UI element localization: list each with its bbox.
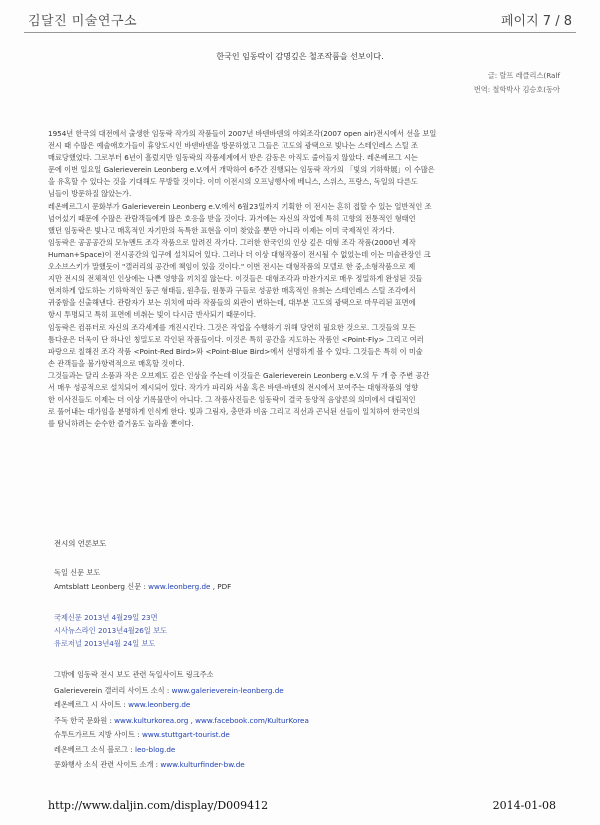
body-line: 넘어섰기 때문에 수많은 관람객들에게 많은 호응을 받을 것이다. 과거에는 자신의 작업에 특히 고향의 전통적인 형태언	[48, 213, 416, 223]
body-line: 레온베르그시 문화부가 Galerieverein Leonberg e.V.에서 6월23일까지 기획한 이 전시는 흔히 접할 수 있는 일반적인 조	[48, 201, 432, 211]
body-line: 손 관객들을 불가항력적으로 매혹할 것이다.	[48, 358, 185, 368]
body-line: 임동락은 컴퓨터로 자신의 조각세계를 개진시킨다. 그것은 작업을 수행하기 위해 당연히 필요한 것으로. 그것들의 모든	[48, 322, 416, 332]
site-name: 김달진 미술연구소	[28, 14, 138, 29]
body-line: 파랑으로 칠해진 조각 작품 <Point-Red Bird>와 <Point-Blue Bird>에서 선명하게 볼 수 있다. 그것들은 특히 이 미술	[48, 346, 423, 356]
amtsblatt-line	[54, 582, 231, 592]
body-line: 전시 때 수많은 예술애호가들이 휴양도시인 바덴바덴을 방문하였고 그들은 고도의 광택으로 빛나는 스테인레스 스틸 조	[48, 141, 418, 151]
body-line: 오소브스키가 말했듯이 "갤러리의 공간에 책임이 있을 것이다." 이번 전시는 대형작품의 모델로 한 중,소형작품으로 제	[48, 262, 416, 272]
link-row	[54, 760, 245, 770]
link-row	[54, 686, 284, 696]
site-link-secondary[interactable]: , www.facebook.com/KulturKorea	[188, 716, 309, 725]
link-row	[54, 745, 175, 755]
link-label: 문화행사 소식 관련 사이트 소개 :	[54, 760, 161, 769]
link-label: 주독 한국 문화원 :	[54, 716, 115, 725]
pdf-label: , PDF	[210, 582, 232, 591]
body-line: 귀중함을 신출해낸다. 관람자가 보는 위치에 따라 작품들의 외관이 변하는데, 대부분 고도의 광택으로 마무리된 표면에	[48, 298, 416, 308]
site-link[interactable]: www.leonberg.de	[128, 700, 191, 709]
body-line: 1954년 한국의 대전에서 출생한 임동락 작가의 작품들이 2007년 바덴바덴의 야외조각(2007 open air)전시에서 선을 보일	[48, 129, 437, 138]
korean-press-item	[54, 613, 158, 623]
body-line: 님들이 방문하질 않았는가.	[48, 189, 132, 199]
amtsblatt-label: Amtsblatt Leonberg 신문 :	[54, 582, 149, 591]
link-label: Galerieverein 갤러리 사이트 소식 :	[54, 686, 172, 695]
body-line: 항시 투명되고 특히 표면에 비취는 빛이 다시금 반사되기 때문이다.	[48, 310, 257, 320]
body-line: 틈다운은 더욱이 단 하나인 칭밀도로 각인된 작품들이다. 이것은 특히 공간을 지도하는 작품인 <Point-Fly> 그리고 여러	[48, 334, 424, 344]
body-line: 을 유혹할 수 있다는 것을 기대해도 무방할 것이다. 이미 이전시의 오프닝행사에 베니스, 스위스, 프랑스, 독일의 다른도	[48, 177, 418, 187]
newspaper-name: 국제신문	[54, 613, 85, 622]
press-date: 2013년4월26일 보도	[97, 626, 167, 635]
body-line: 문에 이번 일요일 Galerieverein Leonberg e.V.에서 개막하여 6주간 진행되는 임동락 작가의 「빛의 기하학展」이 수많은	[48, 165, 435, 175]
press-date: 2013년4월 24일 보도	[84, 639, 156, 648]
press-date: 2013년 4월29일 23면	[84, 613, 158, 622]
german-press-label: 독일 신문 보도	[54, 568, 101, 577]
header-divider	[24, 32, 576, 33]
body-line: 지만 전시의 전체적인 인상에는 나쁜 영향을 끼치질 않는다. 이것들은 대형조각과 마찬가지로 매우 정밀하게 완성된 것들	[48, 274, 423, 284]
page-number: 페이지 7 / 8	[501, 14, 572, 29]
body-line: 서 매우 성공적으로 설치되어 제시되어 있다. 작가가 파리와 서울 혹은 바덴-바덴의 전시에서 보여주는 대형작품의 영향	[48, 382, 419, 392]
link-label: 슈투트가르트 지방 사이트 :	[54, 730, 142, 739]
newspaper-name: 유로저널	[54, 639, 85, 648]
body-line: 를 탐닉하려는 순수한 즐거움도 놀라울 뿐이다.	[48, 419, 194, 429]
footer-date: 2014-01-08	[492, 799, 556, 812]
body-line: Human+Space)이 전시공간의 입구에 설치되어 있다. 그러나 더 이상 대형작품이 전시될 수 없었는데 이는 미술관장인 크	[48, 249, 431, 259]
leonberg-link[interactable]: www.leonberg.de	[148, 582, 211, 591]
article-body	[48, 128, 560, 430]
body-line: 매료당했었다. 그로부터 6년이 흘렀지만 임동락의 작품세계에서 받은 감동은 아직도 줄어들지 않았다. 레온베르그 시는	[48, 153, 418, 163]
link-row	[54, 730, 230, 740]
article-title: 한국인 임동락이 감명깊은 철조작품을 선보이다.	[216, 52, 384, 61]
newspaper-name: 시사뉴스라인	[54, 626, 98, 635]
site-link[interactable]: www.kulturkorea.org	[114, 716, 189, 725]
site-link[interactable]: www.stuttgart-tourist.de	[141, 730, 230, 739]
footer-url: http://www.daljin.com/display/D009412	[48, 799, 269, 812]
site-link[interactable]: www.galerieverein-leonberg.de	[171, 686, 284, 695]
press-section-title: 전시의 언론보도	[54, 539, 107, 548]
korean-press-item	[54, 639, 155, 649]
body-line: 그것들과는 달리 소품과 작은 오브제도 깊은 인상을 주는데 이것들은 Galerieverein Leonberg e.V.의 두 개 층 주변 공간	[48, 370, 430, 380]
links-title: 그밖에 임동락 전시 보도 관련 독일사이트 링크주소	[54, 670, 214, 679]
link-label: 레온베르그 소식 블로그 :	[54, 745, 135, 754]
site-link[interactable]: www.kulturfinder-bw.de	[160, 760, 245, 769]
translator-line: 번역: 철학박사 김승호(동아	[473, 85, 560, 94]
body-line: 한 이사진들도 이제는 더 이상 기록물만이 아니다. 그 작품사진들은 임동락이 결국 동양적 음양론의 의미에서 대립적인	[48, 395, 416, 405]
body-line: 임동락은 공공공간의 모뉴멘트 조각 작품으로 알려진 작가다. 그러한 한국인의 인상 깊은 대형 조각 작품(2000년 제작	[48, 237, 416, 247]
body-line: 로 풀어내는 대가임을 분명하게 인식케 한다. 빛과 그림자, 충만과 비움 그리고 직선과 곤닉된 선들이 일치하여 한국인의	[48, 407, 421, 417]
body-line: 했던 임동락은 빛나고 매혹적인 자기만의 독특한 표현을 이미 찾았을 뿐만 아니라 이제는 이미 국제적인 작가다.	[48, 225, 395, 235]
korean-press-item	[54, 626, 167, 636]
author-line: 글: 랄프 레클리스(Ralf	[487, 71, 560, 80]
link-label: 레온베르그 시 사이트 :	[54, 700, 129, 709]
body-line: 현저하게 압도하는 기하학적인 둥근 형태들, 원추들, 원통과 구들로 성공한 매혹적인 유희는 스테인레스 스틸 조각에서	[48, 286, 416, 296]
site-link[interactable]: leo-blog.de	[135, 745, 176, 754]
link-row	[54, 716, 309, 726]
link-row	[54, 700, 190, 710]
